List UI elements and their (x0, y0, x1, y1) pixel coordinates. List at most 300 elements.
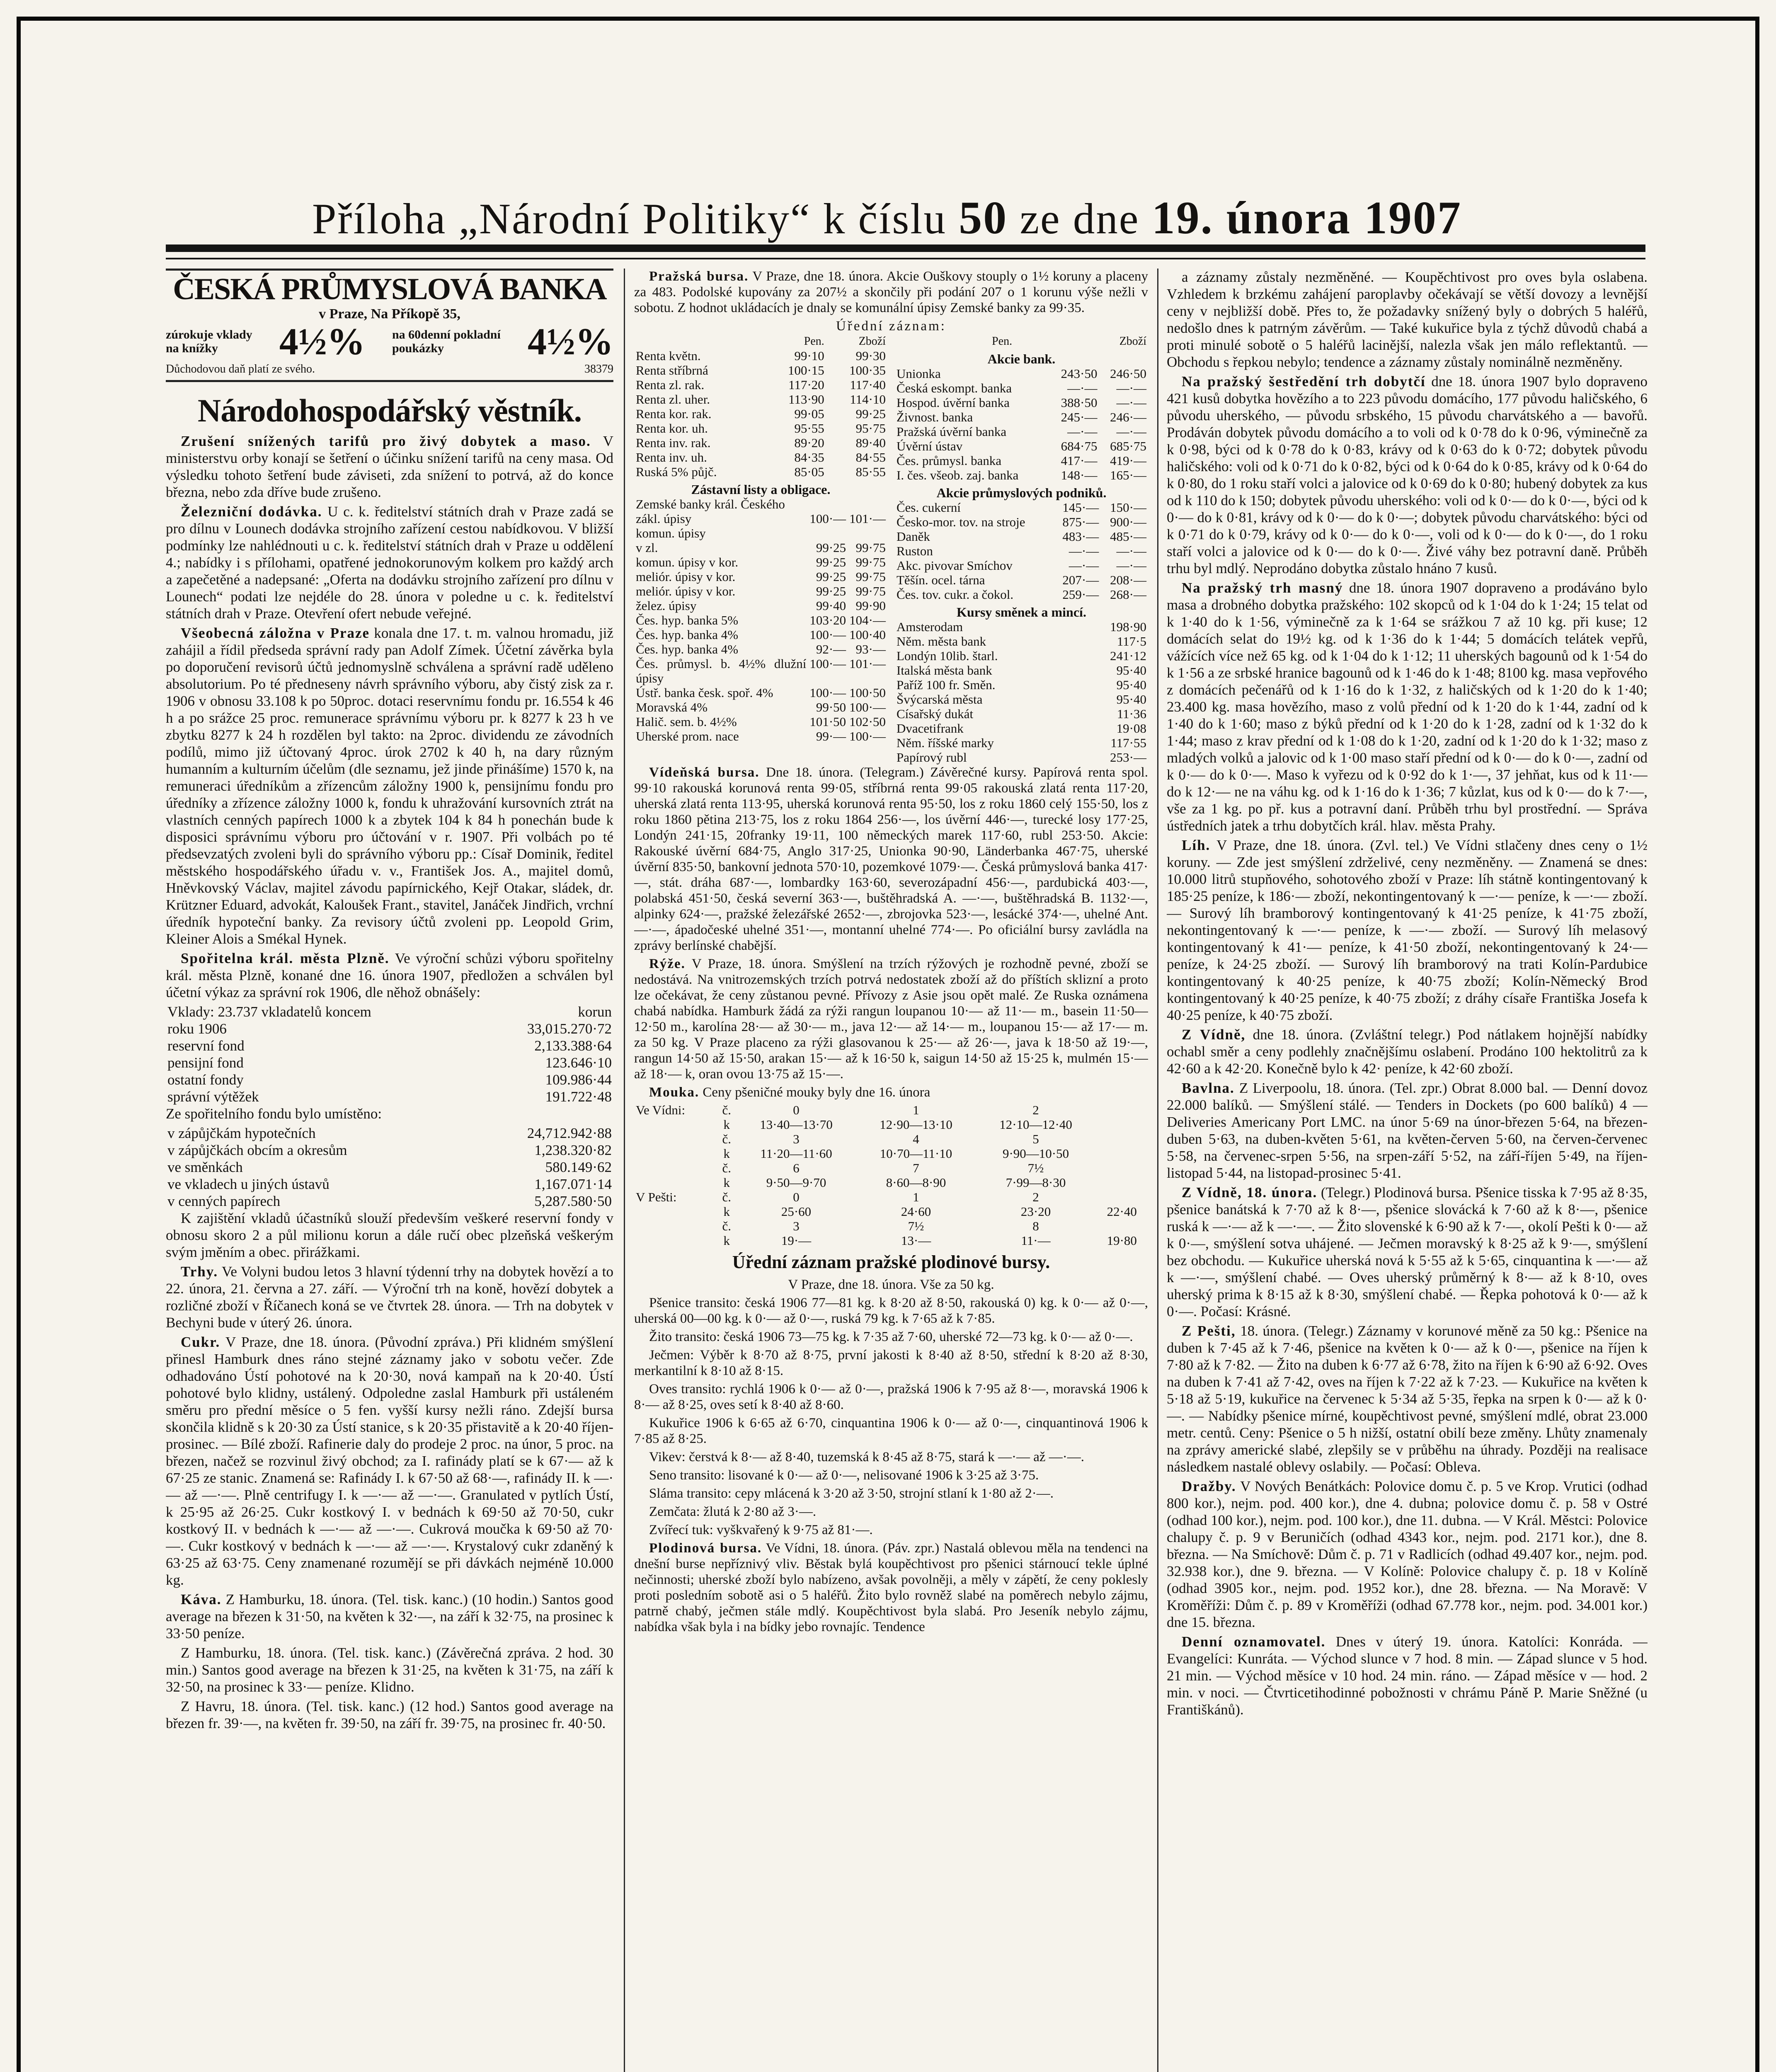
row-value: 388·50 (1061, 395, 1098, 410)
row-label: želez. úpisy (636, 598, 697, 613)
table-row (634, 407, 887, 421)
table-row (634, 1233, 1148, 1248)
quotes-left (634, 334, 887, 765)
row-value: 13·— (901, 1233, 931, 1248)
article (634, 1486, 1148, 1501)
article (1167, 1322, 1648, 1475)
row-value: 207·— (1062, 573, 1099, 587)
row-value: 101·50 (809, 714, 846, 729)
row-value (808, 526, 848, 540)
article (634, 1347, 1148, 1379)
row-value: 7 (913, 1161, 919, 1175)
row-label: Ústř. banka česk. spoř. 4% (636, 685, 773, 700)
article (1167, 579, 1648, 834)
row-value: 101·— (849, 511, 886, 526)
row-value: 99·30 (855, 349, 886, 363)
row-value: 114·10 (850, 392, 886, 407)
row-value: 84·35 (794, 450, 824, 465)
table-row (634, 642, 887, 656)
row-value: —·— (1116, 424, 1146, 439)
row-label: Renta kor. uh. (636, 421, 708, 436)
table-row (634, 378, 887, 392)
article-text: V Praze, dne 18. února. (Původní zpráva.) Při klidném smýšlení přinesl Hamburk dnes ráno stejné záznamy jako v sobotu večer. Zde odhadováno Ústí pohotové na k 20·30, nová kampaň na k 20·40. Ústí pohotové bylo klidny, ustálený. Odpoledne zaslal Hamburk při ustáleném směru pro přední měsíce o 5 fen. vyšší kursy nežli ráno. Zdejší bursa skončila klidně s k 20·30 za Ústí stanice, s k 20·35 přistavitě a k 20·40 říjen-prosinec. — Bílé zboží. Rafinerie daly do prodeje 2 proc. na únor, 5 proc. na březen, načež se rozvinul živý obchod; za I. rafinády platí se k 67·— až k 67·25 ze stanic. Znamená se: Rafinády I. k 67·50 až 68·—, rafinády II. k —·— až —·—. Plně centrifugy I. k —·— až —·—. Granulated v pytlích Ústí, k 25·95 až 26·25. Cukr kostkový I. v bednách k 69·50 až 70·50, cukr kostkový II. v bednách k —·— až —·—. Cukrová moučka k 69·50 až 70·—. Cukr kostkový v bednách k —·— až —·—. Krystalový cukr zdaněný k 63·25 až 63·75. Ceny znamenané rozumějí se při dávkách nejméně 10.000 kg. (166, 1334, 613, 1588)
issue-date: 19. února 1907 (1151, 192, 1462, 244)
row-value: č. (722, 1190, 732, 1204)
table-row (634, 511, 887, 526)
row-value: 95·40 (1116, 678, 1146, 692)
row-value: —·— (1069, 544, 1099, 558)
row-label: Ruská 5% půjč. (636, 465, 717, 479)
article (166, 1698, 613, 1732)
row-value: 4 (913, 1132, 919, 1146)
article (166, 433, 613, 501)
row-value: 23·20 (1020, 1204, 1051, 1219)
row-label: v zápůjčkách obcím a okresům (167, 1142, 347, 1158)
table-row (634, 729, 887, 743)
row-label: Halič. sem. b. 4½% (636, 714, 737, 729)
article-text: Žito transito: česká 1906 73—75 kg. k 7·35 až 7·60, uherské 72—73 kg. k 0·— až 0·—. (649, 1329, 1133, 1344)
row-value: 99·25 (816, 540, 846, 555)
deposits-table (166, 1003, 613, 1105)
row-label: Něm. města bank (896, 634, 986, 649)
section-title: Národohospodářský věstník. (197, 392, 582, 428)
row-label: Pražská úvěrní banka (896, 424, 1007, 439)
row-value: 99·05 (794, 407, 824, 421)
row-label: Londýn 10lib. štarl. (896, 649, 998, 663)
table-row (166, 1088, 613, 1105)
row-label: Čes. hyp. banka 5% (636, 613, 739, 627)
article-head: Z Vídně, (1182, 1026, 1246, 1043)
row-value: 417·— (1061, 453, 1098, 468)
deposits-title: Vklady: 23.737 vkladatelů koncem (167, 1004, 371, 1020)
table-row (634, 392, 887, 407)
article (1167, 1633, 1648, 1718)
bank-middle-text-1: na 60denní pokladní (392, 328, 501, 341)
bank-left-text-1: zúrokuje vklady (166, 328, 252, 341)
table-row (634, 1146, 1148, 1161)
row-value: 684·75 (1061, 439, 1098, 453)
row-label: Česko-mor. tov. na stroje (896, 515, 1025, 529)
column-header (634, 334, 765, 349)
row-value: 259·— (1062, 587, 1099, 602)
table-row (634, 421, 887, 436)
table-row (634, 555, 887, 569)
investments-table (166, 1125, 613, 1210)
article-text: Ve Vídni, 18. února. (Páv. zpr.) Nastalá oblevou měla na tendenci na dnešní burse nepříznivý vliv. Běstak bylá koupěchtivost pro pšenici stárnoucí tekle úplné nečinnosti; uherské zboží bylo nabízeno, avšak povolněji, a měly v zápětí, že ceny poklesly proti posledním sobotě asi o 5 haléřů. Žito bylo rovněž slabé na poměrech nebylo zájmu, patrně chabý, ječmen stále mdlý. Koupěchtivost byla slabá. Pro Jeseník nebylo zájmu, nabídka však byla i na bídky jebo rovnajíc. Tendence (634, 1541, 1148, 1634)
invest-title: Ze spořitelního fondu bylo umístěno: (166, 1106, 382, 1122)
article (634, 1084, 1148, 1100)
column-divider-2 (1157, 269, 1158, 2072)
article (166, 1591, 613, 1642)
article-text: konala dne 17. t. m. valnou hromadu, již zahájil a řídil předseda správní rady pan Adolf Zímek. Účetní závěrka byla po doporučení revisorů účtů jednomyslně schválena a správní radě uděleno absolutorium. Po té předneseny návrh správního výboru, aby čistý zisk za r. 1906 v obnosu 33.108 k po 50proc. dotaci reservnímu fondu pr. 16.554 k 46 h a po srážce 25 proc. remunerace správnímu výboru pr. k 8277 k 23 h ve zbytku 8277 k 24 h rozdělen byl takto: na 2proc. dividendu ze závodních podílů, mimo již účtovaný 4proc. úrok 2702 k 40 h, na dary různým humanním a kulturním účelům (dle seznamu, jež jinde přinášíme) 1570 k, na remuneraci úředníkům a zřízencům záložny 1900 k, pensijnímu fondu pro úředníky a zřízence záložny 1000 k, fondu k uhražování kursovních ztrát na vlastních cenných papírech 1000 k a zbytek 104 k 84 h ponechán bude k disposici správnímu výboru pro účtování v r. 1907. Při volbách po té předsevzatých zvoleni byli do správního výboru pp.: Císař Dominik, ředitel městského hospodářského úřadu v. v., František Jos. A., majitel domů, Hněvkovský Václav, majitel závodu papírnického, Kejř Otakar, sládek, dr. Krützner Eduard, advokát, Kaloušek Frant., stavitel, Janáček Jindřich, vrchní úředník hypoteční banky. Za revisory účtů zvoleni pp. Leopold Grim, Kleiner Alois a Smékal Hynek. (166, 625, 613, 947)
row-label: správní výtěžek (167, 1089, 259, 1105)
row-value: 100·50 (849, 685, 886, 700)
row-value: 100·— (849, 700, 886, 714)
deposits-unit: korun (578, 1004, 612, 1020)
row-value: 100·— (809, 627, 846, 642)
article (634, 1329, 1148, 1345)
table-row (166, 1142, 613, 1159)
row-value: 245·— (1061, 410, 1098, 424)
row-label: Čes. tov. cukr. a čokol. (896, 587, 1014, 602)
article (166, 625, 613, 947)
table-row (895, 707, 1148, 721)
article (1167, 1478, 1648, 1631)
row-label (634, 1204, 717, 1219)
table-row (634, 1219, 1148, 1233)
row-label (634, 1132, 717, 1146)
column-header: Zboží (858, 335, 886, 348)
column-2 (634, 269, 1148, 2072)
table-row (634, 656, 887, 685)
row-label: Ve Vídni: (636, 1103, 686, 1117)
row-label: Renta stříbrná (636, 363, 708, 378)
table-row (634, 1204, 1148, 1219)
row-value: 7½ (1027, 1161, 1044, 1175)
table-row (634, 526, 887, 540)
row-value: 99·25 (816, 555, 846, 569)
row-label: Ruston (896, 544, 933, 558)
quotes-tables (634, 334, 1148, 765)
row-value: 8 (1032, 1219, 1039, 1233)
article-head: Vídeňská bursa. (649, 765, 760, 780)
row-value: 99·25 (816, 569, 846, 584)
row-value: 100·— (809, 685, 846, 700)
row-label: Renta zl. rak. (636, 378, 705, 392)
article-head: Mouka. (649, 1085, 700, 1100)
shares-table (895, 366, 1148, 482)
row-value: 89·40 (855, 436, 886, 450)
official-title: Úřední záznam: (836, 319, 946, 334)
article (634, 1504, 1148, 1520)
row-label: Dvacetifrank (896, 721, 964, 736)
row-value: 900·— (1110, 515, 1146, 529)
row-value: 13·40—13·70 (760, 1117, 833, 1132)
row-value: 24,712.942·88 (527, 1125, 612, 1141)
row-value (848, 497, 887, 511)
article-head: Spořitelna král. města Plzně. (181, 950, 390, 966)
row-label: pensijní fond (167, 1055, 244, 1071)
row-value: 253·— (1110, 750, 1146, 765)
article-text: Ječmen: Výběr k 8·70 až 8·75, první jakosti k 8·40 až 8·50, střední k 8·20 až 8·30, merkantilní k 8·10 až 8·15. (634, 1348, 1148, 1378)
row-label: komun. úpisy v kor. (636, 555, 739, 569)
row-label: v zápůjčkám hypotečních (167, 1125, 316, 1141)
row-label: Něm. říšské marky (896, 736, 994, 750)
row-value: 109.986·44 (545, 1072, 612, 1088)
article-head: Dražby. (1182, 1478, 1236, 1494)
bank-rate-1: 4½% (279, 320, 365, 363)
row-value: 7½ (908, 1219, 924, 1233)
table-row (634, 613, 887, 627)
row-value: 1,238.320·82 (534, 1142, 612, 1158)
bank-rates (166, 322, 613, 361)
row-label: v cenných papírech (167, 1193, 281, 1209)
col2-market-reports (634, 1295, 1148, 1635)
table-row (895, 587, 1148, 602)
bank-footer (166, 361, 613, 382)
row-label: Zemské banky král. Českého (636, 497, 785, 511)
table-row (895, 515, 1148, 529)
row-value: 145·— (1062, 500, 1099, 515)
row-label (634, 1161, 717, 1175)
row-value: 102·50 (849, 714, 886, 729)
table-row (634, 569, 887, 584)
row-value: 117·55 (1110, 736, 1146, 750)
row-label: meliór. úpisy v kor. (636, 584, 736, 598)
row-value: 2 (1032, 1103, 1039, 1117)
table-row (895, 663, 1148, 678)
table-row (634, 584, 887, 598)
row-value: 117·5 (1117, 634, 1146, 649)
row-label: reservní fond (167, 1038, 245, 1054)
row-value: k (723, 1233, 730, 1248)
row-label: Čes. průmysl. b. 4½% dlužní úpisy (636, 656, 807, 685)
table-row (634, 540, 887, 555)
table-row (895, 366, 1148, 381)
article (1167, 1184, 1648, 1320)
article (634, 956, 1148, 1082)
row-value: 875·— (1062, 515, 1099, 529)
row-value: 246·50 (1110, 366, 1146, 381)
row-value: 9·50—9·70 (766, 1175, 826, 1190)
article-head: Z Pešti, (1182, 1323, 1236, 1339)
article-head: Káva. (181, 1591, 222, 1607)
row-label: Čes. cukerní (896, 500, 961, 515)
table-row (634, 465, 887, 479)
article-text: (Telegr.) Plodinová bursa. Pšenice tisska k 7·95 až 8·35, pšenice banátská k 7·70 až k 8·—, pšenice slovácká k 7·60 až k 8·—, pšenice ruská k —·— až k —·—. — Žito slovenské k 6·90 až k 7·—, okolí Pešti k 0·— až k 0·—, smýšlení sotva uhájené. — Ječmen moravský k 8·25 až k 9·—, smýšlení bez obchodu. — Kukuřice uherská nová k 5·55 až k 5·65, cinquantina k —·— až k —·—, smýšlení chabé. — Oves uherský průměrný k 8·— až k 8·10, oves uherský prima k 8·15 až k 8·30, smýšlení chabé. — Řepka pohotová k 0·— až k 0·—. Počasí: Krásné. (1167, 1184, 1648, 1319)
row-value: k (723, 1146, 730, 1161)
table-row (895, 750, 1148, 765)
article (634, 1415, 1148, 1447)
article-head: Na pražský trh masný (1182, 580, 1343, 596)
article-text: V Praze, dne 18. února. (Zvl. tel.) Ve Vídni stlačeny dnes ceny o 1½ koruny. — Zde jest smýšlení zdrželivé, ceny nezměněny. — Znamená se dnes: 10.000 litrů stupňového, sohotového zboží v Praze: líh státně kontingentovaný k 185·25 peníze, k 186·— zboží, nekontingentovaný k —·— peníze, k —·— zboží. — Surový líh bramborový kontingentovaný k 41·25 peníze, k 41·75 zboží, nekontingentovaný k —·— peníze, k —·— zboží. — Surový líh melasový kontingentovaný k 41·— peníze, k 41·50 zboží, nekontingentovaný k 24·— peníze, k 24·25 zboží. — Surový líh bramborový na trati Kolín-Pardubice kontingentovaný k 40·25 peníze, k 40·75 zboží; Kolín-Německý Brod kontingentovaný k 40·25 peníze, k 40·75 zboží; z dráhy císaře Františka Josefa k 40·25 peníze, k 40·75 zboží. (1167, 837, 1648, 1023)
row-value: —·— (1116, 381, 1146, 395)
row-value: 246·— (1110, 410, 1146, 424)
article-text: V Praze, dne 18. února. Akcie Ouškovy stouply o 1½ koruny a placeny za 483. Podolské kupovány za 207½ a skončily při podání 207 o 1 korunu výše nežli v sobotu. Z hodnot ukládacích je dnaly se komunální úpisy Zemské banky za 99·35. (634, 269, 1148, 315)
row-label: V Pešti: (636, 1190, 677, 1204)
table-row (895, 424, 1148, 439)
article (166, 950, 613, 1001)
row-value: 241·12 (1110, 649, 1146, 663)
row-value: 198·90 (1110, 620, 1146, 634)
article-head: Všeobecná záložna v Praze (181, 625, 370, 641)
table-row (634, 450, 887, 465)
col1-articles (166, 433, 613, 1001)
row-label: Živnost. banka (896, 410, 973, 424)
official-market-title: Úřední záznam pražské plodinové bursy. (732, 1252, 1050, 1272)
row-value: č. (722, 1103, 732, 1117)
closing-text: K zajištění vkladů účastníků slouží především veškeré reservní fondy v obnosu skoro 2 a půl milionu korun a dále ručí obec plzeňská veškerým svým jměním a obec. přirážkami. (166, 1210, 613, 1260)
table-row (895, 453, 1148, 468)
table-row (634, 1117, 1148, 1132)
row-value: 3 (793, 1132, 800, 1146)
row-label: komun. úpisy (636, 526, 706, 540)
industrial-table (895, 500, 1148, 602)
table-row (895, 500, 1148, 515)
article-text: 18. února. (Telegr.) Záznamy v korunové měně za 50 kg.: Pšenice na duben k 7·45 až k 7·46, pšenice na květen k 0·— až k 0·—, pšenice na říjen k 7·80 až k 7·82. — Žito na duben k 6·77 až 6·78, žito na říjen k 6·90 až 6·92. Oves na duben k 7·41 až 7·42, oves na říjen k 7·22 až k 7·23. — Kukuřice na květen k 5·18 až 5·19, kukuřice na červenec k 5·34 až 5·35, řepka na srpen k 0·— až k 0·—. — Nabídky pšenice mírné, koupěchtivost pevné, smýšlení mdlé, obrat 23.000 metr. centů. Ceny: Pšenice o 5 h nižší, ostatní obilí beze změny. Lhůty znamenaly na zprávy americké slabé, zlepšily se v průběhu na úhrady. Později na realisace následkem nastalé oblevy oslabily. — Počasí: Obleva. (1167, 1323, 1648, 1475)
article-text: Dnes v úterý 19. února. Katolíci: Konráda. — Evangelíci: Kunráta. — Východ slunce v 7 hod. 8 min. — Západ slunce v 5 hod. 21 min. — Východ měsíce v 10 hod. 24 min. ráno. — Západ měsíce v — hod. 2 min. v noci. — Čtvrticetihodinné pobožnosti v chrámu Páně P. Marie Sněžné (u Františkánů). (1167, 1634, 1648, 1718)
row-value: 99·25 (855, 407, 886, 421)
row-label: Úvěrní ústav (896, 439, 963, 453)
issue-number: 50 (959, 192, 1008, 244)
row-value: 22·40 (1107, 1204, 1137, 1219)
row-value: 99·25 (816, 584, 846, 598)
header-prefix: Příloha „Národní Politiky“ k číslu (312, 194, 947, 243)
row-label: Moravská 4% (636, 700, 708, 714)
row-value: —·— (1067, 424, 1098, 439)
row-label: Renta květn. (636, 349, 701, 363)
row-label: Renta inv. rak. (636, 436, 711, 450)
column-header: Zboží (1119, 335, 1146, 348)
row-value: 24·60 (901, 1204, 931, 1219)
row-value: 11·— (1021, 1233, 1051, 1248)
row-value: č. (722, 1219, 732, 1233)
row-value: 100·— (809, 656, 846, 671)
article-text: Ve Volyni budou letos 3 hlavní týdenní trhy na dobytek hovězí a to 22. února, 21. června a 27. září. — Výroční trh na koně, hovězí dobytek a rozličné zboží v Říčanech koná se ve čtvrtek 28. února. — Trh na dobytek v Bechyni bude v úterý 26. února. (166, 1264, 613, 1331)
flour-table (634, 1103, 1148, 1248)
article-head: Denní oznamovatel. (1182, 1634, 1326, 1650)
pledges-table (634, 497, 887, 743)
article-text: Z Hamburku, 18. února. (Tel. tisk. kanc.) (Závěrečná zpráva. 2 hod. 30 min.) Santos good average na březen k 31·25, na květen k 31·75, na září k 32·50, na prosinec k 33·— peníze. Klidno. (166, 1645, 613, 1695)
official-market-sub: V Praze, dne 18. února. Vše za 50 kg. (788, 1277, 994, 1292)
article (634, 1381, 1148, 1413)
row-value: 99·— (816, 729, 846, 743)
header-rule-thin (166, 258, 1645, 259)
row-value: 100·— (849, 729, 886, 743)
row-value: 85·05 (794, 465, 824, 479)
row-label: ostatní fondy (167, 1072, 244, 1088)
header-rule-thick (166, 244, 1645, 252)
table-row (166, 1193, 613, 1210)
row-value: 33,015.270·72 (527, 1021, 612, 1037)
table-row (634, 1190, 1148, 1204)
table-row (895, 649, 1148, 663)
article-head: Železniční dodávka. (181, 503, 322, 520)
row-value: 3 (793, 1219, 800, 1233)
bank-address: v Praze, Na Příkopě 35, (319, 306, 460, 322)
header-middle: ze dne (1020, 194, 1140, 243)
table-row (895, 634, 1148, 649)
article-head: Líh. (1182, 837, 1211, 853)
article-text: Vikev: čerstvá k 8·— až 8·40, tuzemská k 8·45 až 8·75, stará k —·— až —·—. (649, 1450, 1085, 1464)
article (166, 1334, 613, 1588)
column-3 (1167, 269, 1648, 2072)
article-text: Kukuřice 1906 k 6·65 až 6·70, cinquantina 1906 k 0·— až 0·—, cinquantinová 1906 k 7·85 až 8·25. (634, 1416, 1148, 1446)
table-row (895, 678, 1148, 692)
row-value: 243·50 (1061, 366, 1098, 381)
article-text: Pšenice transito: česká 1906 77—81 kg. k 8·20 až 8·50, rakouská 0) kg. k 0·— až 0·—, uherská 00—00 kg. k 0·— až 0·—, ruská 79 kg. k 7·65 až k 7·85. (634, 1295, 1148, 1326)
table-row (895, 573, 1148, 587)
row-label: Císařský dukát (896, 707, 974, 721)
article-text: dne 18. února 1907 bylo dopraveno 421 kusů dobytka hovězího a to 223 původu domácího, 177 původu haličského, 6 původu uherského, — původu srbského, 15 původu charvátského a — bavořů. Prodáván dobytek původu domácího a to voli od k 0·78 do k 0·96, výminečně za k 0·98, býci od k 0·78 do k 0·83, krávy od k 0·63 do k 0·72; dobytek původu haličského: voli od k 0·71 do k 0·82, býci od k 0·64 do k 0·85, krávy od k 0·64 do k 0·80, do 1 roku staří volci a jalovice od k 0·69 do k 0·80; hubený dobytek za kus od k 110 do k 150; dobytek původu uherského: voli od k 0·— do k 0·—, býci od k 0·— do k 0·81, krávy od k 0·— do k 0·—; dobytek původu charvátského: býci od k 0·71 do k 0·79, krávy od k 0·— do k 0·—, voli od k 0·— do k 0·—, do 1 roku staří volci a jalovice od k 0·— do k 0·—. Živé váhy bez potravní daně. Průběh trhu byl mdlý. Neprodáno dobytka zůstalo hnáno 7 kusů. (1167, 373, 1648, 576)
article-text: dne 18. února. (Zvláštní telegr.) Pod nátlakem hojnější nabídky ochabl směr a ceny podlehly značnějšímu oslabení. Prodáno 100 hektolitrů za k 42·60 a k 42·20. Konečně bylo k 42· peníze, k 42·60 zboží. (1167, 1026, 1648, 1077)
table-row (166, 1125, 613, 1142)
table-row (634, 349, 887, 363)
row-value: 89·20 (794, 436, 824, 450)
industrial-title: Akcie průmyslových podniků. (936, 485, 1107, 500)
row-value: 84·55 (855, 450, 886, 465)
row-value: 580.149·62 (545, 1159, 612, 1175)
row-value: 483·— (1062, 529, 1099, 544)
row-value: 7·99—8·30 (1006, 1175, 1066, 1190)
bank-middle-text-2: poukázky (392, 341, 444, 355)
column-header: Pen. (804, 335, 824, 348)
row-value: 5,287.580·50 (534, 1193, 612, 1209)
table-row (895, 395, 1148, 410)
row-value: 100·— (809, 511, 846, 526)
table-row (634, 685, 887, 700)
article-text: Oves transito: rychlá 1906 k 0·— až 0·—, pražská 1906 k 7·95 až 8·—, moravská 1906 k 8·— až 8·25, oves setí k 8·40 až 8·60. (634, 1382, 1148, 1412)
table-row (895, 692, 1148, 707)
row-value: 1 (913, 1103, 919, 1117)
article-text: Dne 18. února. (Telegram.) Závěrečné kursy. Papírová renta spol. 99·10 rakouská korunová renta 99·05, stříbrná renta 99·05 rakouská zlatá renta 117·20, uherská zlatá renta 113·95, uherská korunová renta 95·50, los z roku 1860 celý 155·50, los z roku 1860 pětina 213·75, los z roku 1864 256·—, los úvěrní 446·—, turecké losy 177·25, Londýn 241·15, 20franky 19·11, 100 německých marek 117·60, rubl 253·50. Akcie: Rakouské úvěrní 684·75, Anglo 317·25, Unionka 90·90, Länderbanka 467·75, uherské úvěrní 835·50, bankovní jednota 570·10, pozemkové 1079·—. Česká průmyslová banka 417·—, stát. dráha 687·—, lombardky 163·60, severozápadní 456·—, pardubická 403·—, polabská 451·50, česká severní 363·—, buštěhradská A. —·—, buštěhradská B. 1132·—, alpinky 624·—, pražské železářské 2652·—, zbrojovka 523·—, lesácké 374·—, uhelné Ant. —·—, ápadočeské uhelné 351·—, montanní uhelné 774·—. Po oficiální bursy zavládla na zprávy berlínské chabější. (634, 765, 1148, 953)
row-label (634, 1146, 717, 1161)
row-value: 123.646·10 (545, 1055, 612, 1071)
row-value: 117·40 (850, 378, 886, 392)
article (1167, 1026, 1648, 1077)
right-header-table (895, 334, 1148, 349)
row-value: 150·— (1110, 500, 1146, 515)
row-value: 1 (913, 1190, 919, 1204)
article (166, 503, 613, 622)
table-row (895, 736, 1148, 750)
row-value: 485·— (1110, 529, 1146, 544)
table-row (166, 1071, 613, 1088)
row-label (634, 1175, 717, 1190)
article-head: Bavlna. (1182, 1080, 1235, 1096)
row-value: 19·08 (1116, 721, 1146, 736)
table-row (634, 1132, 1148, 1146)
row-value: 104·— (849, 613, 886, 627)
article-text: Sláma transito: cepy mlácená k 3·20 až 3·50, strojní stlaní k 1·80 až 2·—. (649, 1486, 1054, 1501)
row-value: 99·75 (855, 584, 886, 598)
row-value: 99·90 (855, 598, 886, 613)
row-label: Renta kor. rak. (636, 407, 712, 421)
table-row (634, 363, 887, 378)
row-label: Daněk (896, 529, 930, 544)
row-value: 1,167.071·14 (534, 1176, 612, 1192)
quotes-right (895, 334, 1148, 765)
row-value: 685·75 (1110, 439, 1146, 453)
bank-tax-note: Důchodovou daň platí ze svého. (166, 363, 315, 375)
table-row (895, 544, 1148, 558)
row-value: 6 (793, 1161, 800, 1175)
article-head: Rýže. (649, 956, 686, 971)
row-value: 10·70—11·10 (880, 1146, 952, 1161)
row-label: Uherské prom. nace (636, 729, 739, 743)
row-value: 9·90—10·50 (1002, 1146, 1069, 1161)
bank-ref: 38379 (584, 363, 613, 375)
bank-advertisement (166, 269, 613, 382)
table-row (634, 700, 887, 714)
row-value: č. (722, 1132, 732, 1146)
article (1167, 1080, 1648, 1181)
row-value: 95·40 (1116, 663, 1146, 678)
row-label: Čes. hyp. banka 4% (636, 627, 739, 642)
row-value: č. (722, 1161, 732, 1175)
article (634, 765, 1148, 954)
row-value: —·— (1116, 558, 1146, 573)
row-label: meliór. úpisy v kor. (636, 569, 736, 584)
article-text: Z Hamburku, 18. února. (Tel. tisk. kanc.) (10 hodin.) Santos good average na březen k 31·50, na květen k 32·—, na září k 32·75, na prosinec k 33·50 peníze. (166, 1591, 613, 1641)
row-label: zákl. úpisy (636, 511, 692, 526)
row-value: 117·20 (788, 378, 824, 392)
row-value: 0 (793, 1103, 800, 1117)
row-value: 113·90 (788, 392, 824, 407)
article-head: Z Vídně, 18. února. (1182, 1184, 1318, 1201)
row-value: 208·— (1110, 573, 1146, 587)
table-row (895, 468, 1148, 482)
